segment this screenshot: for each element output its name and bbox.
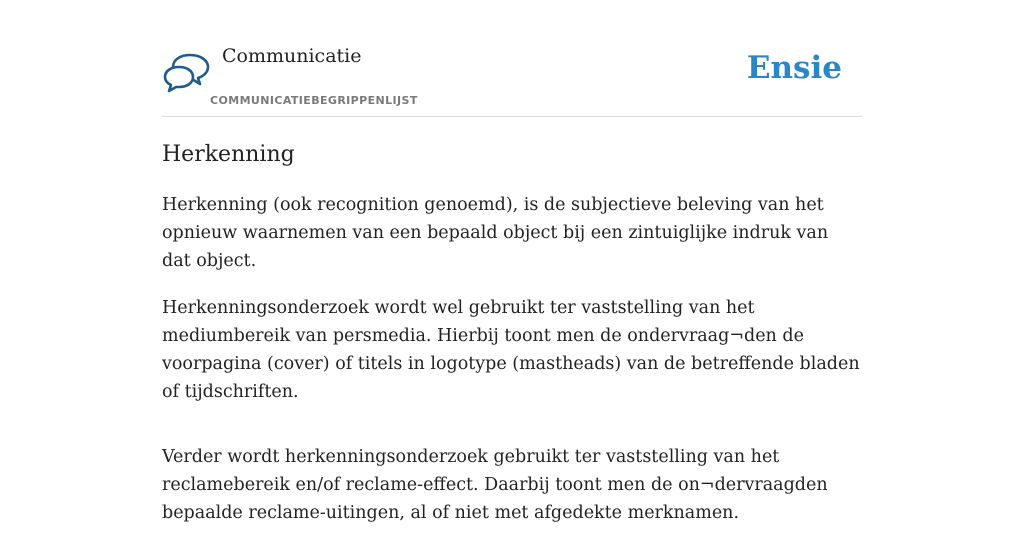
article-paragraph: Herkenning (ook recognition genoemd), is de subjectieve beleving van het opnieuw waarnemen van een bepaald object bij een zintuiglijke indruk van dat object. [162, 195, 829, 271]
article-paragraph: Herkenningsonderzoek wordt wel gebruikt ter vaststelling van het mediumbereik van persmedia. Hierbij toont men de ondervraag¬den de voorpagina (cover) of titels in logotype (mastheads) van de betreffende bladen of tijdschriften. [162, 298, 860, 402]
article [162, 140, 862, 546]
article-paragraph: Verder wordt herkenningsonderzoek gebruikt ter vaststelling van het reclamebereik en/of reclame-effect. Daarbij toont men de on¬dervraagden bepaalde reclame-uitingen, al of niet met afgedekte merknamen. [162, 447, 828, 523]
category-label[interactable]: COMMUNICATIEBEGRIPPENLIJST [210, 94, 418, 107]
speech-bubbles-icon[interactable] [164, 50, 210, 92]
article-title: Herkenning [162, 142, 295, 167]
brand-logo[interactable]: Ensie [746, 50, 842, 86]
site-header [162, 0, 862, 117]
site-title[interactable]: Communicatie [222, 45, 362, 67]
